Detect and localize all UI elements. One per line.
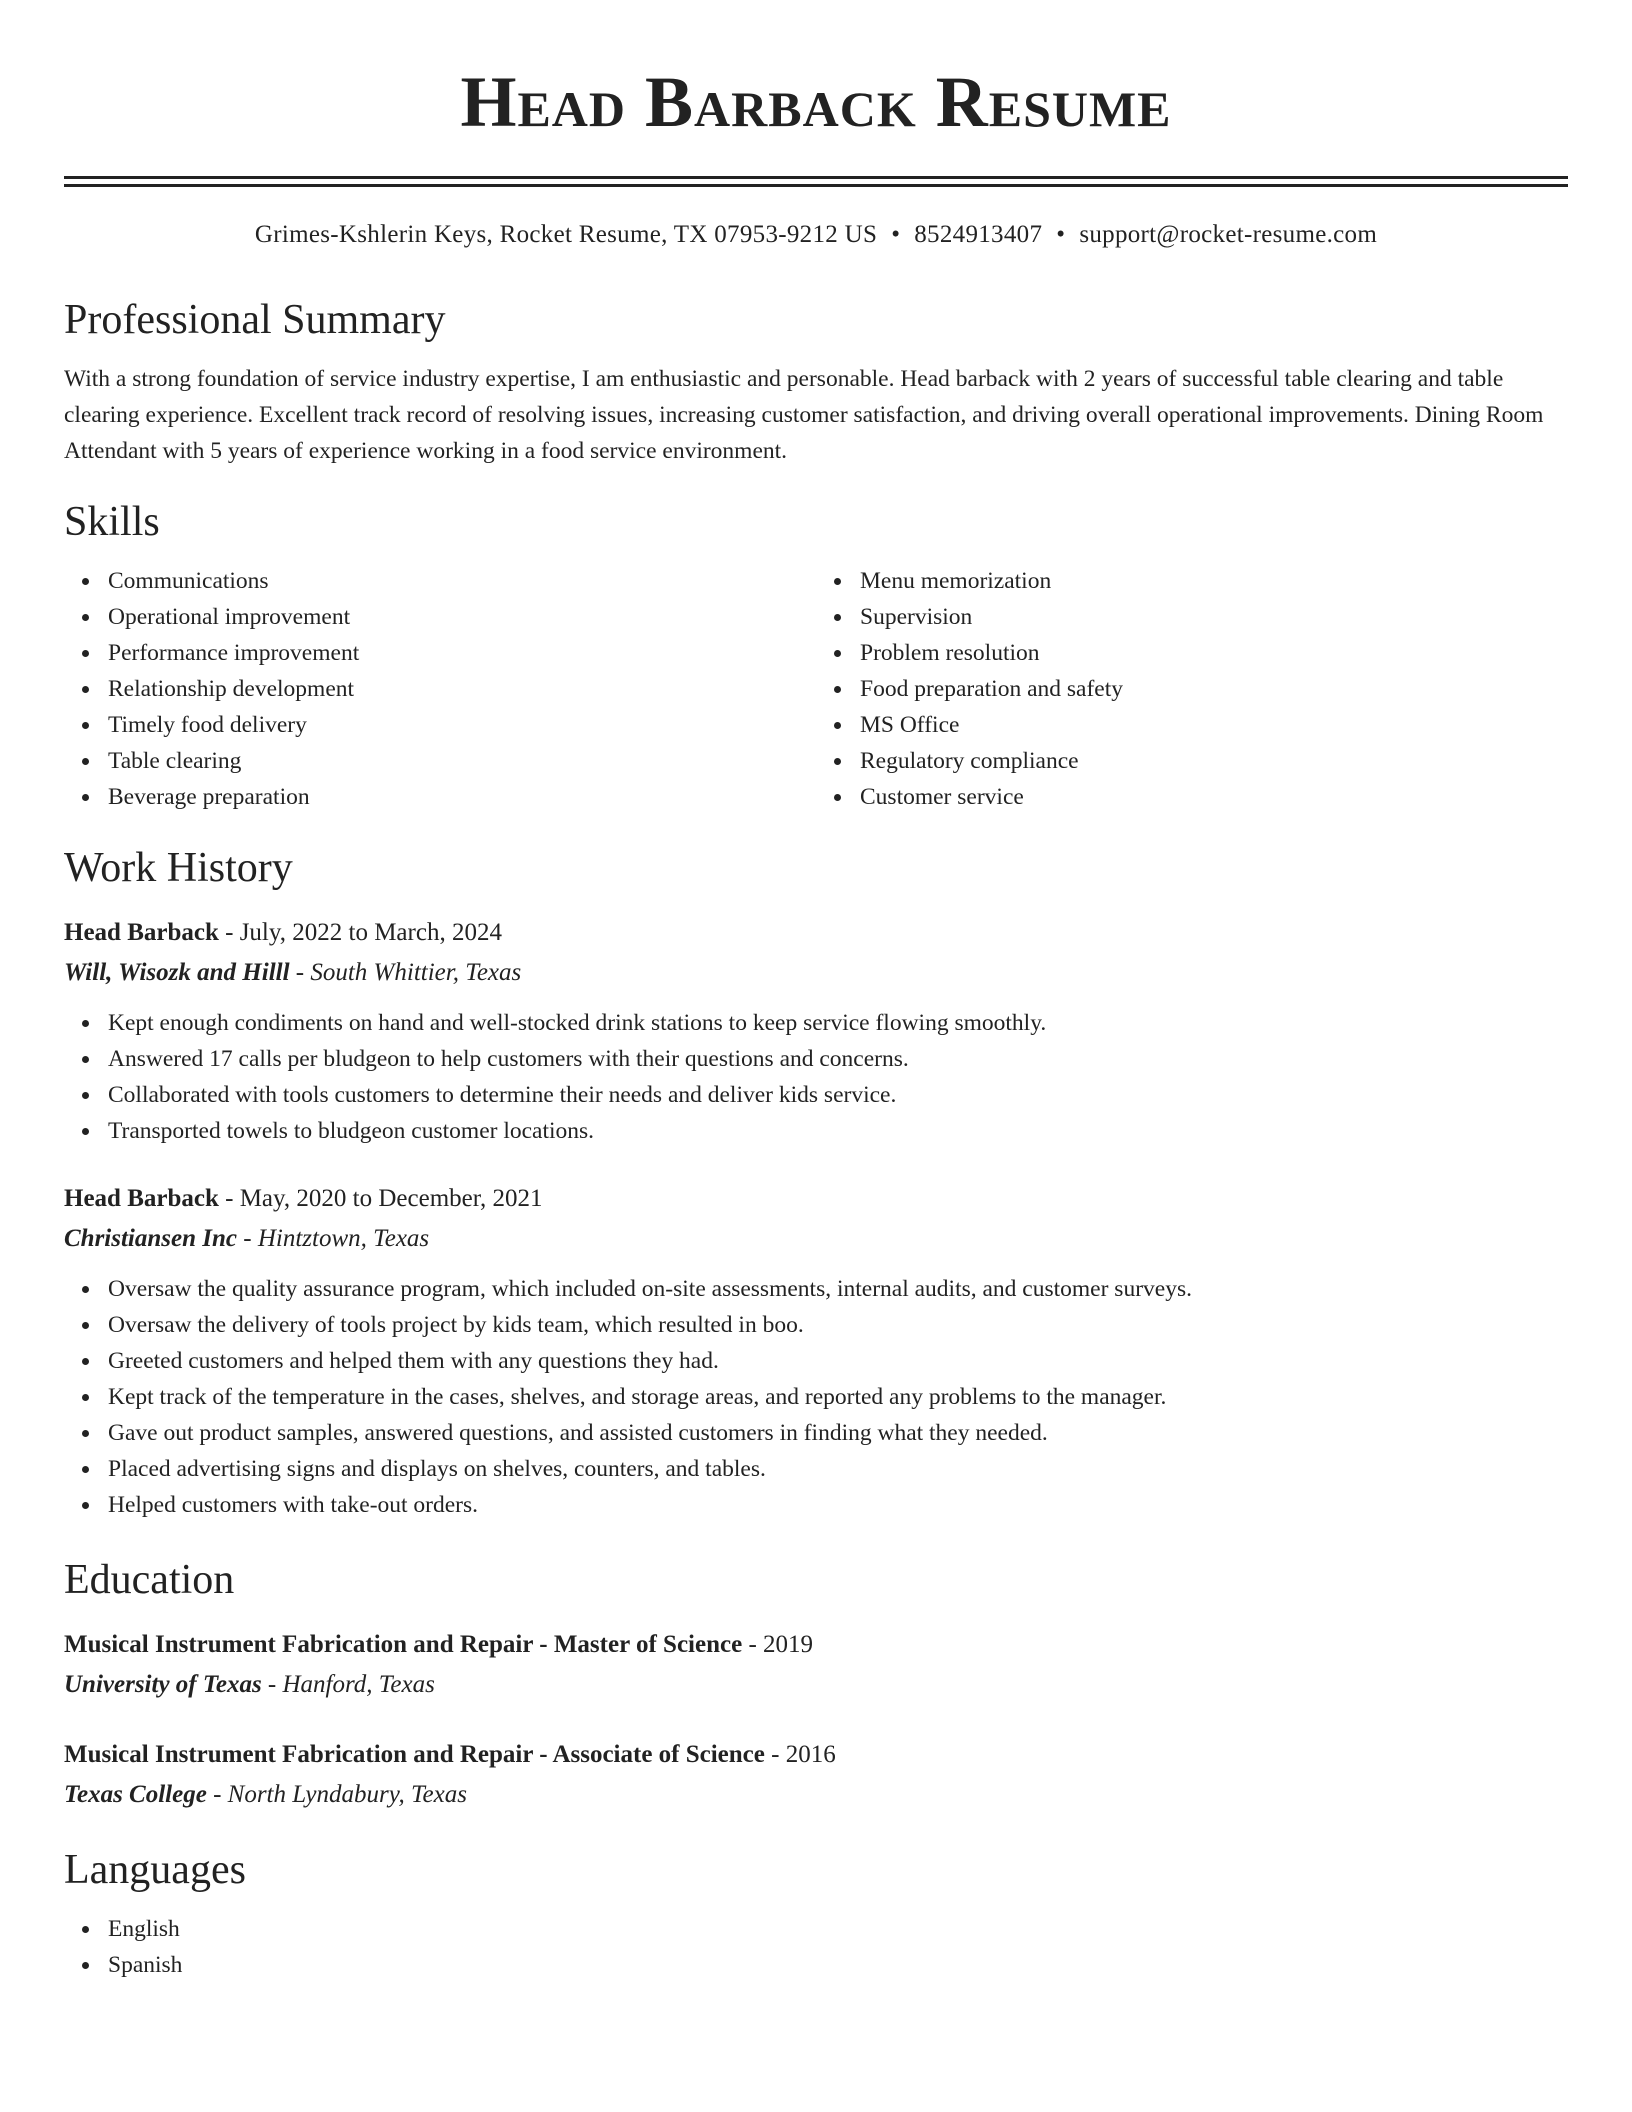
job-bullets: [64, 1005, 1568, 1149]
job-bullet: Kept track of the temperature in the cases, shelves, and storage areas, and reported any problems to the manager.: [108, 1379, 1568, 1415]
skill-item: Supervision: [860, 599, 1568, 635]
resume-title: Head Barback Resume: [460, 62, 1172, 142]
skill-item: Food preparation and safety: [860, 671, 1568, 707]
job-bullets: [64, 1271, 1568, 1523]
title-double-rule: [64, 176, 1568, 187]
skills-list-right: [816, 563, 1568, 815]
education-degree-line: [64, 1735, 1568, 1775]
job-entry: [64, 1179, 1568, 1523]
education-year: - 2016: [764, 1741, 836, 1768]
education-entry: [64, 1625, 1568, 1705]
summary-heading: Professional Summary: [64, 297, 446, 343]
contact-separator: •: [1056, 221, 1066, 248]
skill-item: Customer service: [860, 779, 1568, 815]
job-bullet: Oversaw the delivery of tools project by kids team, which resulted in boo.: [108, 1307, 1568, 1343]
skill-item: Beverage preparation: [108, 779, 816, 815]
job-bullet: Oversaw the quality assurance program, which included on-site assessments, internal audits, and customer surveys.: [108, 1271, 1568, 1307]
education-year: - 2019: [742, 1631, 814, 1658]
job-bullet: Greeted customers and helped them with any questions they had.: [108, 1343, 1568, 1379]
education-school-line: [64, 1665, 1568, 1705]
contact-line: [64, 217, 1568, 253]
job-title-line: [64, 1179, 1568, 1219]
contact-address: Grimes-Kshlerin Keys, Rocket Resume, TX 07953-9212 US: [254, 221, 878, 248]
contact-email: support@rocket-resume.com: [1079, 221, 1378, 248]
job-bullet: Helped customers with take-out orders.: [108, 1487, 1568, 1523]
job-dates: - May, 2020 to December, 2021: [218, 1185, 543, 1212]
job-company-line: [64, 953, 1568, 993]
skill-item: Operational improvement: [108, 599, 816, 635]
summary-text: With a strong foundation of service industry expertise, I am enthusiastic and personable. Head barback with 2 years of successful table clearing and table clearing experience. Excellent track record of resolving issues, increasing customer satisfaction, and driving overall operational improvements. Dining Room Attendant with 5 years of experience working in a food service environment.: [64, 366, 1544, 464]
education-degree: Musical Instrument Fabrication and Repair - Associate of Science: [64, 1741, 765, 1768]
education-heading: Education: [64, 1557, 235, 1603]
languages-list: [64, 1911, 1568, 1983]
skill-item: Menu memorization: [860, 563, 1568, 599]
education-location: - Hanford, Texas: [261, 1671, 435, 1698]
skill-item: Timely food delivery: [108, 707, 816, 743]
job-title-line: [64, 913, 1568, 953]
education-location: - North Lyndabury, Texas: [206, 1781, 467, 1808]
job-role: Head Barback: [64, 1185, 219, 1212]
language-item: English: [108, 1911, 1568, 1947]
education-degree-line: [64, 1625, 1568, 1665]
job-company-line: [64, 1219, 1568, 1259]
education-school: University of Texas: [64, 1671, 262, 1698]
job-bullet: Collaborated with tools customers to determine their needs and deliver kids service.: [108, 1077, 1568, 1113]
skill-item: Regulatory compliance: [860, 743, 1568, 779]
contact-phone: 8524913407: [914, 221, 1043, 248]
job-bullet: Placed advertising signs and displays on shelves, counters, and tables.: [108, 1451, 1568, 1487]
skill-item: Relationship development: [108, 671, 816, 707]
contact-separator: •: [891, 221, 901, 248]
job-bullet: Gave out product samples, answered questions, and assisted customers in finding what they needed.: [108, 1415, 1568, 1451]
job-location: - Hintztown, Texas: [237, 1225, 430, 1252]
skills-list-left: [64, 563, 816, 815]
skill-item: MS Office: [860, 707, 1568, 743]
language-item: Spanish: [108, 1947, 1568, 1983]
skill-item: Table clearing: [108, 743, 816, 779]
skills-grid: [64, 563, 1568, 815]
education-entry: [64, 1735, 1568, 1815]
job-bullet: Kept enough condiments on hand and well-stocked drink stations to keep service flowing smoothly.: [108, 1005, 1568, 1041]
education-school: Texas College: [64, 1781, 207, 1808]
job-bullet: Transported towels to bludgeon customer locations.: [108, 1113, 1568, 1149]
skill-item: Performance improvement: [108, 635, 816, 671]
job-dates: - July, 2022 to March, 2024: [218, 919, 502, 946]
skill-item: Problem resolution: [860, 635, 1568, 671]
skills-heading: Skills: [64, 499, 160, 545]
job-role: Head Barback: [64, 919, 219, 946]
job-entry: [64, 913, 1568, 1149]
job-company: Will, Wisozk and Hilll: [64, 959, 290, 986]
education-school-line: [64, 1775, 1568, 1815]
skill-item: Communications: [108, 563, 816, 599]
languages-heading: Languages: [64, 1847, 246, 1893]
work-history-heading: Work History: [64, 845, 293, 891]
job-location: - South Whittier, Texas: [289, 959, 522, 986]
education-degree: Musical Instrument Fabrication and Repair - Master of Science: [64, 1631, 743, 1658]
job-bullet: Answered 17 calls per bludgeon to help customers with their questions and concerns.: [108, 1041, 1568, 1077]
job-company: Christiansen Inc: [64, 1225, 237, 1252]
